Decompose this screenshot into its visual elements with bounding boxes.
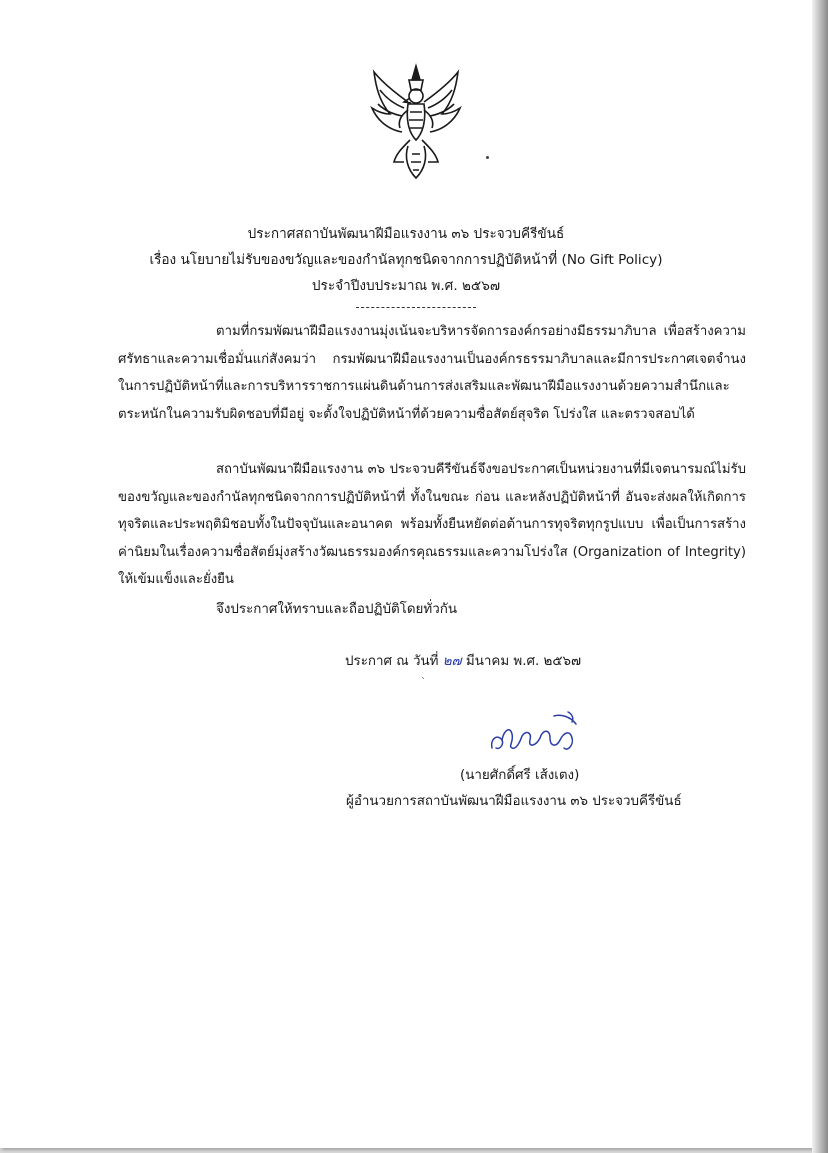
announcement-fiscal-year: ประจำปีงบประมาณ พ.ศ. ๒๕๖๗ [311,278,501,294]
page-edge-shadow [812,0,828,1153]
stray-mark: ` [421,677,426,688]
date-month-year: มีนาคม พ.ศ. ๒๕๖๗ [465,654,582,669]
body-paragraph-2: สถาบันพัฒนาฝีมือแรงงาน ๓๖ ประจวบคีรีขันธ์จึงขอประกาศเป็นหน่วยงานที่มีเจตนารมณ์ไม่รับของขวัญและของกำนัลทุกชนิดจากการปฏิบัติหน้าที่ ทั้งในขณะ ก่อน และหลังปฏิบัติหน้าที่ อันจะส่งผลให้เกิดการทุจริตและประพฤติมิชอบทั้งในปัจจุบันและอนาคต พร้อมทั้งยืนหยัดต่อต้านการทุจริตทุกรูปแบบ เพื่อเป็นการสร้างค่านิยมในเรื่องความซื่อสัตย์มุ่งสร้างวัฒนธรรมองค์กรคุณธรรมและความโปร่งใส (Organization of Integrity) ให้เข้มแข็งและยั่งยืน [118,462,746,587]
date-prefix: ประกาศ ณ วันที่ [345,654,439,669]
announcement-date [345,650,581,671]
speck [486,156,489,159]
handwritten-signature [484,708,594,760]
date-day-handwritten: ๒๗ [442,654,462,669]
announcement-title: ประกาศสถาบันพัฒนาฝีมือแรงงาน ๓๖ ประจวบคีรีขันธ์ [247,226,565,242]
garuda-emblem-icon [364,62,468,182]
signatory-position: ผู้อำนวยการสถาบันพัฒนาฝีมือแรงงาน ๓๖ ประจวบคีรีขันธ์ [346,794,682,809]
announcement-subject: เรื่อง นโยบายไม่รับของขวัญและของกำนัลทุกชนิดจากการปฏิบัติหน้าที่ (No Gift Policy) [149,252,663,268]
title-divider [356,307,476,308]
signatory-name: (นายศักดิ์ศรี เส้งเตง) [460,768,580,783]
closing-statement: จึงประกาศให้ทราบและถือปฏิบัติโดยทั่วกัน [216,602,458,617]
body-paragraph-1: ตามที่กรมพัฒนาฝีมือแรงงานมุ่งเน้นจะบริหารจัดการองค์กรอย่างมีธรรมาภิบาล เพื่อสร้างความศรัทธาและความเชื่อมั่นแก่สังคมว่า กรมพัฒนาฝีมือแรงงานเป็นองค์กรธรรมาภิบาลและมีการประกาศเจตจำนงในการปฏิบัติหน้าที่และการบริหารราชการแผ่นดินด้านการส่งเสริมและพัฒนาฝีมือแรงงานด้วยความสำนึกและตระหนักในความรับผิดชอบที่มีอยู่ จะตั้งใจปฏิบัติหน้าที่ด้วยความซื่อสัตย์สุจริต โปร่งใส และตรวจสอบได้ [118,324,746,422]
